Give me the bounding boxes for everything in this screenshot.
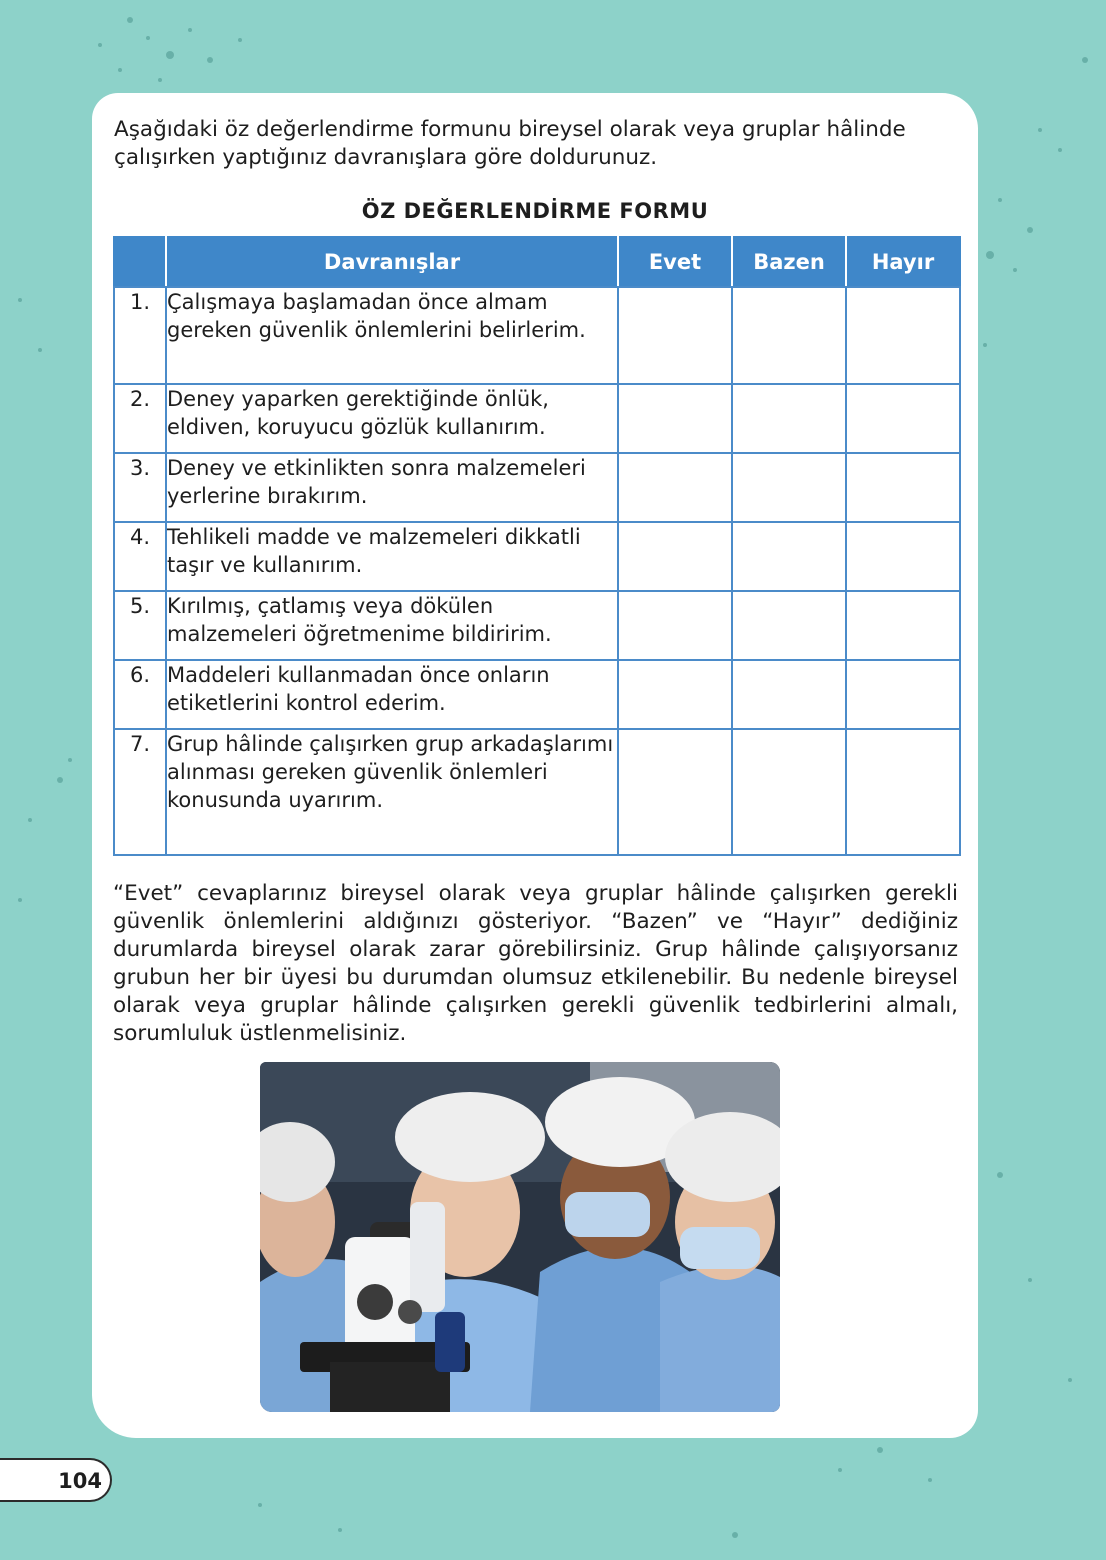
answer-cell-sometimes[interactable] [732,591,846,660]
form-title: ÖZ DEĞERLENDİRME FORMU [361,199,709,223]
lab-students-photo [260,1062,780,1412]
header-no: Hayır [846,237,960,287]
answer-cell-yes[interactable] [618,287,732,384]
header-sometimes: Bazen [732,237,846,287]
answer-cell-sometimes[interactable] [732,453,846,522]
row-number: 7. [114,729,166,855]
table-header-row [114,237,960,287]
self-assessment-table [113,236,961,856]
header-yes: Evet [618,237,732,287]
table-row [114,591,960,660]
answer-cell-sometimes[interactable] [732,729,846,855]
behavior-text: Grup hâlinde çalışırken grup arkadaşlarımı alınması gereken güvenlik önlemleri konusunda uyarırım. [166,729,618,855]
behavior-text: Deney yaparken gerektiğinde önlük, eldiven, koruyucu gözlük kullanırım. [166,384,618,453]
answer-cell-no[interactable] [846,287,960,384]
behavior-text: Deney ve etkinlikten sonra malzemeleri yerlerine bırakırım. [166,453,618,522]
answer-cell-no[interactable] [846,729,960,855]
answer-cell-no[interactable] [846,591,960,660]
table-row [114,729,960,855]
table-row [114,287,960,384]
answer-cell-yes[interactable] [618,522,732,591]
row-number: 5. [114,591,166,660]
row-number: 3. [114,453,166,522]
intro-text: Aşağıdaki öz değerlendirme formunu bireysel olarak veya gruplar hâlinde çalışırken yaptığınız davranışlara göre doldurunuz. [114,117,906,170]
row-number: 4. [114,522,166,591]
header-behaviors: Davranışlar [166,237,618,287]
table-row [114,453,960,522]
answer-cell-yes[interactable] [618,384,732,453]
row-number: 2. [114,384,166,453]
header-number [114,237,166,287]
answer-cell-no[interactable] [846,522,960,591]
behavior-text: Maddeleri kullanmadan önce onların etiketlerini kontrol ederim. [166,660,618,729]
table-row [114,384,960,453]
answer-cell-no[interactable] [846,384,960,453]
page-number: 104 [58,1469,102,1493]
behavior-text: Çalışmaya başlamadan önce almam gereken güvenlik önlemlerini belirlerim. [166,287,618,384]
answer-cell-yes[interactable] [618,591,732,660]
behavior-text: Kırılmış, çatlamış veya dökülen malzemeleri öğretmenime bildiririm. [166,591,618,660]
answer-cell-sometimes[interactable] [732,384,846,453]
answer-cell-sometimes[interactable] [732,522,846,591]
row-number: 6. [114,660,166,729]
explanation-paragraph: “Evet” cevaplarınız bireysel olarak veya gruplar hâlinde çalışırken gerekli güvenlik önlemlerini aldığınızı gösteriyor. “Bazen” ve “Hayır” dediğiniz durumlarda bireysel olarak zarar görebilirsiniz. Grup hâlinde çalışıyorsanız grubun her bir üyesi bu durumdan olumsuz etkilenebilir. Bu nedenle bireysel olarak veya gruplar hâlinde çalışırken gerekli güvenlik tedbirlerini almalı, sorumluluk üstlenmelisiniz. [113,881,958,1046]
answer-cell-no[interactable] [846,453,960,522]
behavior-text: Tehlikeli madde ve malzemeleri dikkatli taşır ve kullanırım. [166,522,618,591]
row-number: 1. [114,287,166,384]
answer-cell-yes[interactable] [618,729,732,855]
answer-cell-no[interactable] [846,660,960,729]
answer-cell-yes[interactable] [618,453,732,522]
answer-cell-yes[interactable] [618,660,732,729]
table-row [114,660,960,729]
answer-cell-sometimes[interactable] [732,660,846,729]
page-number-tab [0,1458,112,1502]
answer-cell-sometimes[interactable] [732,287,846,384]
table-row [114,522,960,591]
